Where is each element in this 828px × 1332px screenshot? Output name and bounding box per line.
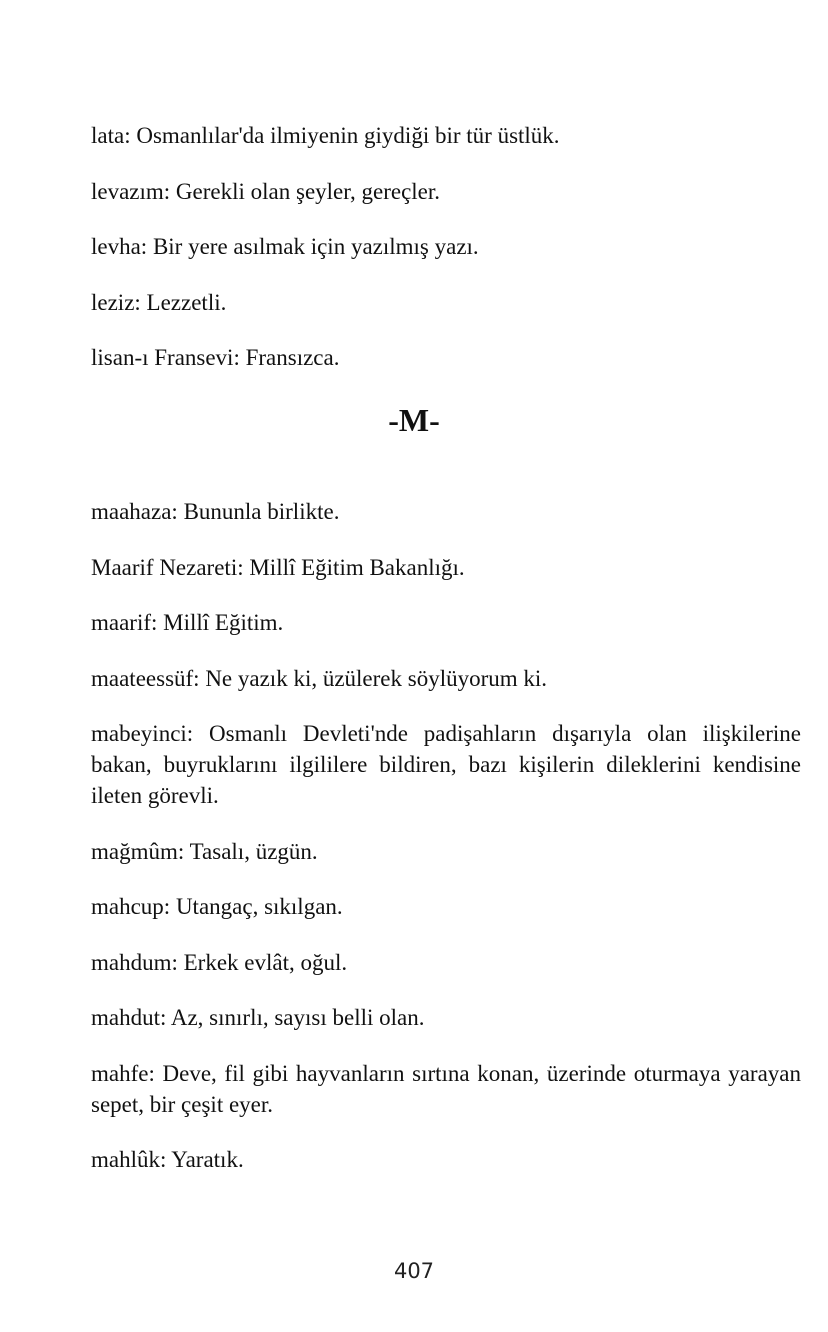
glossary-entry: maarif: Millî Eğitim. [91,610,284,635]
glossary-entry: levazım: Gerekli olan şeyler, gereçler. [91,178,441,204]
glossary-entry: leziz: Lezzetli. [91,289,227,315]
glossary-entry: lisan-ı Fransevi: Fransızca. [91,345,340,370]
glossary-entries-l [91,120,801,398]
glossary-entry: mabeyinci: Osmanlı Devleti'nde padişahların dışarıyla olan ilişkilerine bakan, buyruklarını ilgililere bildiren, bazı kişilerin dileklerini kendisine ileten görevli. [91,721,801,808]
glossary-entry: maahaza: Bununla birlikte. [91,499,340,524]
glossary-entry: mahdum: Erkek evlât, oğul. [91,949,348,975]
page-number: 407 [393,1259,435,1283]
section-heading: -M- [388,402,440,438]
glossary-entries-m [91,496,801,1200]
glossary-entry: maateessüf: Ne yazık ki, üzülerek söylüyorum ki. [91,665,548,691]
glossary-entry: mahfe: Deve, fil gibi hayvanların sırtına konan, üzerinde oturmaya yarayan sepet, bir çeşit eyer. [91,1060,801,1117]
glossary-entry: mahcup: Utangaç, sıkılgan. [91,894,343,919]
glossary-entry: levha: Bir yere asılmak için yazılmış yazı. [91,234,479,259]
glossary-entry: mahdut: Az, sınırlı, sayısı belli olan. [91,1005,425,1030]
glossary-entry: mahlûk: Yaratık. [91,1147,244,1172]
glossary-entry: mağmûm: Tasalı, üzgün. [91,838,318,864]
glossary-entry: lata: Osmanlılar'da ilmiyenin giydiği bir tür üstlük. [91,123,560,148]
glossary-entry: Maarif Nezareti: Millî Eğitim Bakanlığı. [91,554,465,580]
